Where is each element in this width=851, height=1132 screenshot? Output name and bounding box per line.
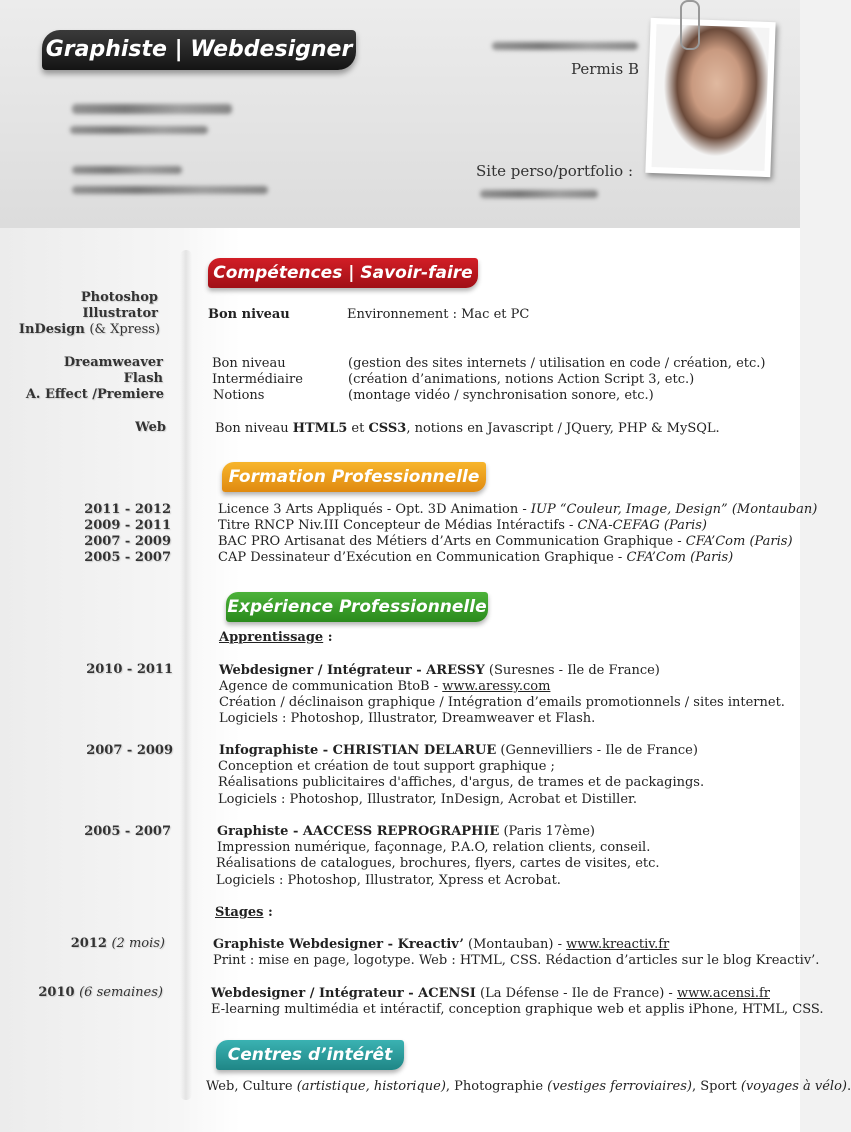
dreamweaver-desc: (gestion des sites internets / utilisation en code / création, etc.) [348, 356, 766, 371]
job-title-line [219, 663, 660, 678]
job-line: Logiciels : Photoshop, Illustrator, Xpress et Acrobat. [216, 873, 561, 888]
aressy-link[interactable]: www.aressy.com [442, 679, 551, 694]
job-location: (Suresnes - Ile de France) [484, 663, 660, 678]
job-line: Création / déclinaison graphique / Intégration d’emails promotionnels / sites internet. [219, 695, 785, 710]
job-years: 2010 - 2011 [86, 662, 173, 677]
internship-date [38, 985, 163, 1000]
formation-years: 2009 - 2011 [84, 518, 171, 533]
interests-text: Web, Culture [206, 1079, 297, 1094]
web-skills-rest: , notions en Javascript / JQuery, PHP & MySQL. [406, 421, 720, 436]
formation-school: IUP “Couleur, Image, Design” (Montauban) [530, 502, 818, 517]
skill-indesign-suffix: (& Xpress) [89, 322, 160, 337]
interests-detail: (artistique, historique) [296, 1079, 446, 1094]
formation-diploma: BAC PRO Artisanat des Métiers d’Arts en Communication Graphique - [218, 534, 686, 549]
job-line: Logiciels : Photoshop, Illustrator, Dreamweaver et Flash. [219, 711, 596, 726]
profile-photo-image [652, 24, 770, 171]
apprenticeship-heading [219, 630, 333, 645]
job-years: 2007 - 2009 [86, 743, 173, 758]
aeffect-desc: (montage vidéo / synchronisation sonore, etc.) [348, 388, 654, 403]
skill-indesign-name: InDesign [18, 322, 85, 337]
dreamweaver-level: Bon niveau [212, 356, 286, 371]
internship-desc: Print : mise en page, logotype. Web : HTML, CSS. Rédaction d’articles sur le blog Kreactiv’. [213, 953, 820, 968]
formation-school: CFA’Com (Paris) [685, 534, 793, 549]
competences-heading: Compétences | Savoir-faire [208, 258, 478, 288]
internship-location: (La Défense - Ile de France) - [475, 986, 677, 1001]
experience-heading: Expérience Professionnelle [226, 592, 488, 622]
formation-entry [218, 550, 733, 565]
skill-aeffect: A. Effect /Premiere [25, 387, 164, 402]
job-title: Graphiste - AACCESS REPROGRAPHIE [217, 824, 500, 839]
skill-dreamweaver: Dreamweaver [63, 355, 163, 370]
job-title-line [217, 824, 595, 839]
web-skills-and: et [347, 421, 369, 436]
blurred-portfolio-url [480, 190, 598, 198]
skill-flash: Flash [123, 371, 163, 386]
internships-label: Stages [215, 905, 264, 920]
job-line: Conception et création de tout support graphique ; [218, 759, 555, 774]
internship-title: Webdesigner / Intégrateur - ACENSI [211, 986, 476, 1001]
web-html5: HTML5 [292, 421, 348, 436]
interests-text: . [847, 1079, 851, 1094]
formation-years: 2005 - 2007 [84, 550, 171, 565]
formation-years: 2007 - 2009 [84, 534, 171, 549]
blurred-contact-line [72, 186, 268, 194]
job-years: 2005 - 2007 [84, 824, 171, 839]
blurred-contact-line [492, 42, 638, 50]
paperclip-icon [680, 0, 700, 50]
apprenticeship-label: Apprentissage [219, 630, 324, 645]
skill-indesign [19, 322, 160, 337]
formation-entry [218, 534, 793, 549]
skill-illustrator: Illustrator [82, 306, 158, 321]
interests-detail: (vestiges ferroviaires) [547, 1079, 692, 1094]
acensi-link[interactable]: www.acensi.fr [676, 986, 770, 1001]
apprenticeship-colon: : [323, 630, 333, 645]
internship-location: (Montauban) - [463, 937, 567, 952]
flash-desc: (création d’animations, notions Action Script 3, etc.) [348, 372, 695, 387]
skill-photoshop: Photoshop [80, 290, 158, 305]
formation-entry [218, 502, 817, 517]
formation-school: CNA-CEFAG (Paris) [577, 518, 707, 533]
driving-license: Permis B [571, 60, 639, 78]
internship-duration: (2 mois) [111, 936, 165, 951]
formation-diploma: Titre RNCP Niv.III Concepteur de Médias Intéractifs - [218, 518, 578, 533]
kreactiv-link[interactable]: www.kreactiv.fr [566, 937, 670, 952]
formation-school: CFA’Com (Paris) [626, 550, 734, 565]
job-line [219, 679, 550, 694]
internship-duration: (6 semaines) [79, 985, 163, 1000]
blurred-contact-line [72, 104, 232, 114]
formation-heading: Formation Professionnelle [222, 462, 486, 492]
design-skills-level: Bon niveau [208, 307, 290, 322]
web-skills [215, 421, 720, 436]
formation-diploma: CAP Dessinateur d’Exécution en Communication Graphique - [218, 550, 627, 565]
formation-diploma: Licence 3 Arts Appliqués - Opt. 3D Animation - [218, 502, 531, 517]
job-line-text: Agence de communication BtoB - [219, 679, 443, 694]
internship-date [71, 936, 165, 951]
job-title: Infographiste - CHRISTIAN DELARUE [219, 743, 497, 758]
job-line: Réalisations publicitaires d'affiches, d'argus, de trames et de packagings. [218, 775, 705, 790]
job-title-line [219, 743, 698, 758]
blurred-contact-line [70, 126, 208, 134]
interests-line [206, 1079, 851, 1094]
blurred-contact-line [72, 166, 182, 174]
web-css3: CSS3 [368, 421, 407, 436]
profile-photo [645, 18, 775, 177]
internship-year: 2012 [70, 936, 107, 951]
internship-title: Graphiste Webdesigner - Kreactiv’ [213, 937, 464, 952]
interests-heading: Centres d’intérêt [216, 1040, 404, 1070]
interests-detail: (voyages à vélo) [740, 1079, 847, 1094]
skill-web: Web [135, 420, 166, 435]
interests-text: , Sport [691, 1079, 741, 1094]
internships-colon: : [263, 905, 273, 920]
aeffect-level: Notions [213, 388, 265, 403]
formation-years: 2011 - 2012 [84, 502, 171, 517]
internships-heading [215, 905, 273, 920]
job-line: Impression numérique, façonnage, P.A.O, relation clients, conseil. [217, 840, 651, 855]
internship-title-line [213, 937, 669, 952]
page-title: Graphiste | Webdesigner [42, 30, 356, 70]
job-line: Réalisations de catalogues, brochures, flyers, cartes de visites, etc. [216, 856, 660, 871]
formation-entry [218, 518, 707, 533]
job-location: (Gennevilliers - Ile de France) [496, 743, 698, 758]
flash-level: Intermédiaire [212, 372, 303, 387]
web-skills-text: Bon niveau [215, 421, 293, 436]
page-spine-shadow [180, 250, 192, 1100]
job-location: (Paris 17ème) [499, 824, 595, 839]
job-line: Logiciels : Photoshop, Illustrator, InDesign, Acrobat et Distiller. [218, 792, 637, 807]
interests-text: , Photographie [445, 1079, 548, 1094]
internship-year: 2010 [38, 985, 75, 1000]
portfolio-label: Site perso/portfolio : [476, 162, 634, 180]
environment: Environnement : Mac et PC [347, 307, 530, 322]
internship-title-line [211, 986, 770, 1001]
job-title: Webdesigner / Intégrateur - ARESSY [219, 663, 485, 678]
internship-desc: E-learning multimédia et intéractif, conception graphique web et applis iPhone, HTML, CSS. [211, 1002, 824, 1017]
